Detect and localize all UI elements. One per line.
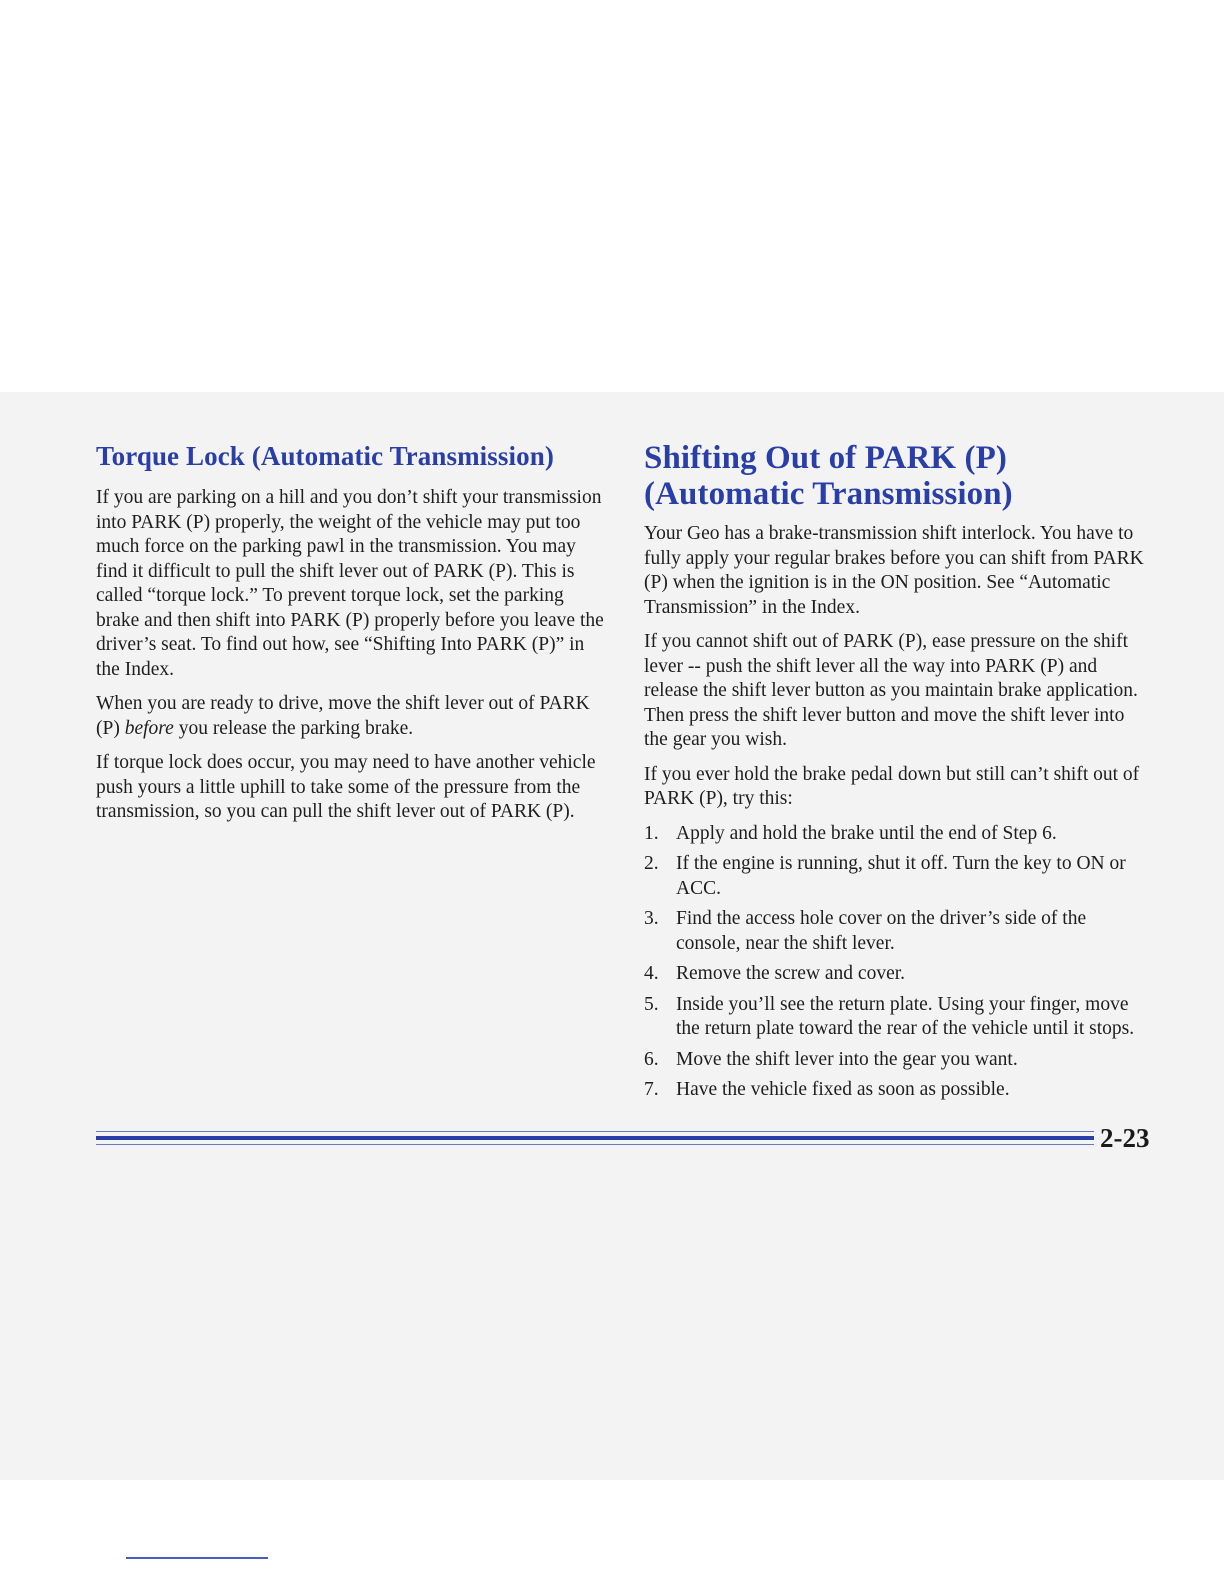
- paragraph-text: When you are ready to drive, move the shift lever out of PARK (P): [96, 693, 590, 739]
- step-text: Find the access hole cover on the driver’s side of the console, near the shift lever.: [676, 908, 1087, 954]
- right-column: [644, 440, 1150, 1109]
- step-number: 7.: [644, 1079, 659, 1100]
- shifting-out-heading: [644, 440, 1150, 512]
- step-number: 3.: [644, 908, 659, 929]
- bottom-divider: [126, 1557, 268, 1559]
- shifting-paragraph-2: If you cannot shift out of PARK (P), ease pressure on the shift lever -- push the shift lever all the way into PARK (P) and release the shift lever button as you maintain brake application. Then press the shift lever button and move the shift lever into the gear you wish.: [644, 631, 1138, 750]
- step-number: 5.: [644, 993, 659, 1015]
- heading-line-1: Shifting Out of PARK (P): [644, 440, 1007, 476]
- step-text: Move the shift lever into the gear you want.: [676, 1048, 1018, 1070]
- step-number: 2.: [644, 853, 659, 874]
- list-item: [644, 962, 1150, 987]
- step-text: Remove the screw and cover.: [676, 963, 906, 984]
- step-number: 1.: [644, 822, 659, 844]
- steps-list: [644, 822, 1150, 1103]
- torque-lock-heading: Torque Lock (Automatic Transmission): [96, 441, 554, 471]
- step-number: 4.: [644, 963, 659, 984]
- emphasis-text: before: [124, 717, 174, 739]
- list-item: [644, 1078, 1150, 1103]
- shifting-paragraph-1: Your Geo has a brake-transmission shift interlock. You have to fully apply your regular brakes before you can shift from PARK (P) when the ignition is in the ON position. See “Automatic Transmission” in the Index.: [644, 523, 1144, 618]
- step-number: 6.: [644, 1048, 659, 1070]
- list-item: [644, 1048, 1150, 1073]
- footer-rule-thin-top: [96, 1131, 1094, 1132]
- paragraph-text: you release the parking brake.: [173, 717, 414, 739]
- torque-lock-paragraph-2: [96, 692, 606, 741]
- step-text: Inside you’ll see the return plate. Using your finger, move the return plate toward the rear of the vehicle until it stops.: [676, 993, 1135, 1039]
- step-text: If the engine is running, shut it off. Turn the key to ON or ACC.: [676, 853, 1126, 899]
- torque-lock-paragraph-3: If torque lock does occur, you may need to have another vehicle push yours a little uphill to take some of the pressure from the transmission, so you can pull the shift lever out of PARK (P).: [96, 752, 596, 822]
- footer-rule-thin-bottom: [96, 1144, 1094, 1145]
- step-text: Have the vehicle fixed as soon as possible.: [676, 1079, 1010, 1100]
- shifting-paragraph-3: If you ever hold the brake pedal down but still can’t shift out of PARK (P), try this:: [644, 763, 1140, 809]
- torque-lock-paragraph-1: If you are parking on a hill and you don’t shift your transmission into PARK (P) properly, the weight of the vehicle may put too much force on the parking pawl in the transmission. You may find it difficult to pull the shift lever out of PARK (P). This is called “torque lock.” To prevent torque lock, set the parking brake and then shift into PARK (P) properly before you leave the driver’s seat. To find out how, see “Shifting Into PARK (P)” in the Index.: [96, 487, 604, 680]
- list-item: [644, 822, 1150, 847]
- footer-rule: [96, 1128, 1094, 1146]
- list-item: [644, 852, 1150, 901]
- page-number: 2-23: [1100, 1123, 1150, 1153]
- list-item: [644, 907, 1150, 956]
- heading-line-2: (Automatic Transmission): [644, 476, 1013, 512]
- footer-rule-thick: [96, 1136, 1094, 1140]
- list-item: [644, 993, 1150, 1042]
- step-text: Apply and hold the brake until the end of Step 6.: [676, 822, 1057, 844]
- left-column: [96, 440, 606, 835]
